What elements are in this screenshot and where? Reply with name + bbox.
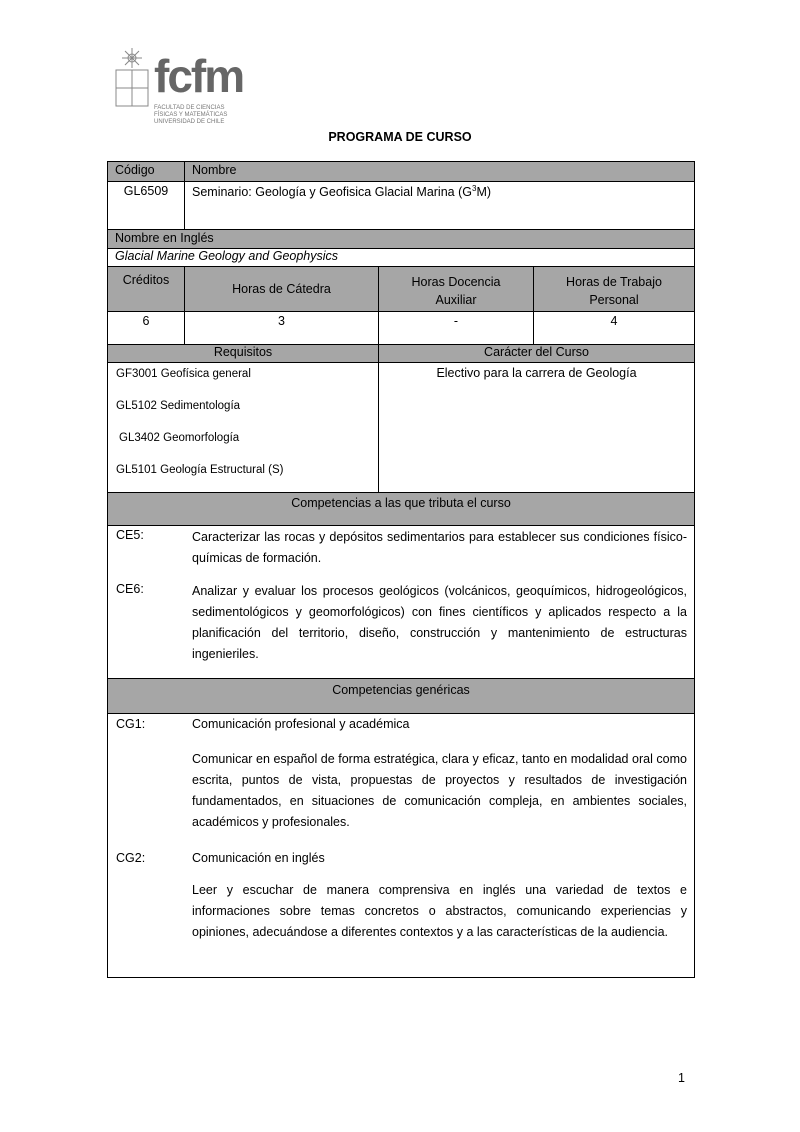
catedra-value: 3: [184, 311, 379, 345]
generica-code: CG2:: [116, 851, 146, 865]
personal-value: 4: [533, 311, 695, 345]
competencia-code: CE6:: [116, 582, 144, 596]
course-name-sup: 3: [471, 184, 477, 193]
competencias-body: [107, 525, 695, 679]
page-title: PROGRAMA DE CURSO: [328, 130, 472, 144]
requisitos-label: Requisitos: [107, 344, 379, 363]
english-name: Glacial Marine Geology and Geophysics: [107, 248, 695, 267]
logo-subtitle-line: UNIVERSIDAD DE CHILE: [154, 119, 225, 125]
english-name-label: Nombre en Inglés: [107, 229, 695, 249]
course-name: [184, 181, 695, 230]
credits-label: Créditos: [107, 266, 185, 312]
course-name-text: Seminario: Geología y Geofisica Glacial Marina (G: [192, 185, 472, 200]
caracter-label: Carácter del Curso: [378, 344, 695, 363]
genericas-body: [107, 713, 695, 978]
competencias-label: Competencias a las que tributa el curso: [107, 492, 695, 526]
name-label: Nombre: [184, 161, 695, 182]
logo-subtitle-line: FÍSICAS Y MATEMÁTICAS: [154, 112, 228, 118]
generica-title: Comunicación en inglés: [192, 851, 325, 865]
logo-text: fcfm: [154, 50, 244, 102]
auxiliar-label: Horas Docencia Auxiliar: [378, 266, 534, 312]
requisito-item: GL5102 Sedimentología: [116, 400, 241, 412]
code-label: Código: [107, 161, 185, 182]
logo-subtitle: [154, 105, 227, 126]
competencia-text: Caracterizar las rocas y depósitos sedimentarios para establecer sus condiciones físico-químicas de formación.: [192, 530, 687, 565]
generica-text: Leer y escuchar de manera comprensiva en inglés una variedad de textos e informaciones sobre temas concretos o abstractos, comunicando experiencias y opiniones, adecuándose a diferentes contextos y a las características de la audiencia.: [192, 883, 687, 939]
auxiliar-value: -: [378, 311, 534, 345]
caracter-value: Electivo para la carrera de Geología: [378, 362, 695, 493]
generica-text: Comunicar en español de forma estratégica, clara y eficaz, tanto en modalidad oral como escrita, puntos de vista, propuestas de proyectos y resultados de investigación fundamentados, en situaciones de comunicación compleja, en ambientes sociales, académicos y profesionales.: [192, 752, 687, 829]
competencia-text: Analizar y evaluar los procesos geológicos (volcánicos, geoquímicos, hidrogeológicos, sedimentológicos y geomorfológicos) con fines científicos y aplicados respecto a la planificación del territorio, diseño, construcción y mantenimiento de estructuras ingenieriles.: [192, 584, 687, 661]
page-number: 1: [678, 1071, 685, 1085]
competencia-code: CE5:: [116, 528, 144, 542]
logo-subtitle-line: FACULTAD DE CIENCIAS: [154, 105, 225, 111]
generica-code: CG1:: [116, 717, 146, 731]
requisitos-list: [107, 362, 379, 493]
requisito-item: GL5101 Geología Estructural (S): [116, 464, 284, 476]
university-crest-icon: [112, 48, 152, 110]
genericas-label: Competencias genéricas: [107, 678, 695, 714]
generica-title: Comunicación profesional y académica: [192, 717, 410, 731]
personal-label: Horas de Trabajo Personal: [533, 266, 695, 312]
catedra-label: Horas de Cátedra: [184, 266, 379, 312]
university-logo: [112, 48, 242, 130]
credits-value: 6: [107, 311, 185, 345]
requisito-item: GF3001 Geofísica general: [116, 368, 251, 380]
course-code: GL6509: [107, 181, 185, 230]
requisito-item: GL3402 Geomorfología: [119, 432, 240, 444]
course-name-end: M): [476, 185, 492, 200]
